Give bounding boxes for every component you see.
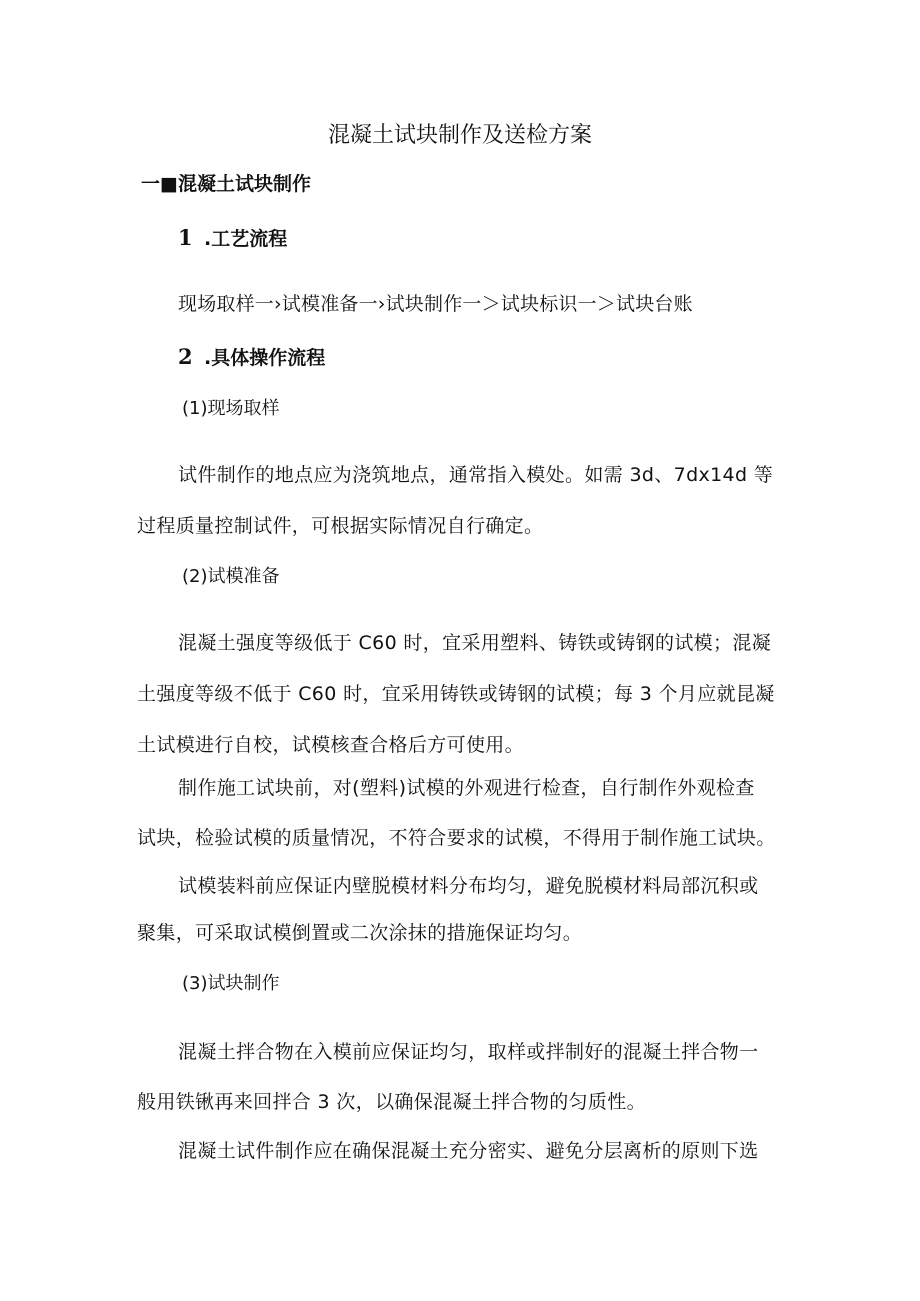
paragraph-line: 土强度等级不低于 C60 时，宜采用铸铁或铸钢的试模；每 3 个月应就昆凝 bbox=[137, 683, 775, 705]
section-heading-1: 一■混凝土试块制作 bbox=[141, 173, 311, 195]
process-flow-text: 现场取样一›试模准备一›试块制作一＞试块标识一＞试块台账 bbox=[178, 293, 693, 315]
paragraph-line: 过程质量控制试件，可根据实际情况自行确定。 bbox=[137, 515, 544, 537]
step-label-specimen-making: (3)试块制作 bbox=[182, 973, 280, 994]
subheading-process-flow bbox=[178, 226, 287, 251]
paragraph-line: 土试模进行自校，试模核查合格后方可使用。 bbox=[137, 734, 525, 756]
document-title: 混凝土试块制作及送检方案 bbox=[327, 123, 592, 148]
paragraph-line: 混凝土试件制作应在确保混凝土充分密实、避免分层离析的原则下选 bbox=[178, 1140, 759, 1162]
step-label-sampling: (1)现场取样 bbox=[182, 398, 280, 419]
subheading-number: 1 bbox=[178, 225, 193, 250]
subheading-label: .工艺流程 bbox=[204, 228, 288, 250]
paragraph-line: 试模装料前应保证内壁脱模材料分布均匀，避免脱模材料局部沉积或 bbox=[178, 875, 759, 897]
step-label-mold-prep: (2)试模准备 bbox=[182, 566, 280, 587]
paragraph-line: 制作施工试块前，对(塑料)试模的外观进行检查，自行制作外观检查 bbox=[178, 777, 755, 799]
paragraph-line: 般用铁锹再来回拌合 3 次，以确保混凝土拌合物的匀质性。 bbox=[137, 1091, 646, 1113]
paragraph-line: 混凝土强度等级低于 C60 时，宜采用塑料、铸铁或铸钢的试模；混凝 bbox=[178, 632, 772, 654]
paragraph-line: 聚集，可采取试模倒置或二次涂抹的措施保证均匀。 bbox=[137, 922, 583, 944]
paragraph-line: 试件制作的地点应为浇筑地点，通常指入模处。如需 3d、7dx14d 等 bbox=[178, 464, 774, 486]
subheading-number: 2 bbox=[178, 344, 193, 369]
subheading-label: .具体操作流程 bbox=[204, 347, 326, 369]
paragraph-line: 试块，检验试模的质量情况，不符合要求的试模，不得用于制作施工试块。 bbox=[137, 827, 776, 849]
subheading-detailed-flow bbox=[178, 345, 325, 370]
paragraph-line: 混凝土拌合物在入模前应保证均匀，取样或拌制好的混凝土拌合物一 bbox=[178, 1041, 759, 1063]
